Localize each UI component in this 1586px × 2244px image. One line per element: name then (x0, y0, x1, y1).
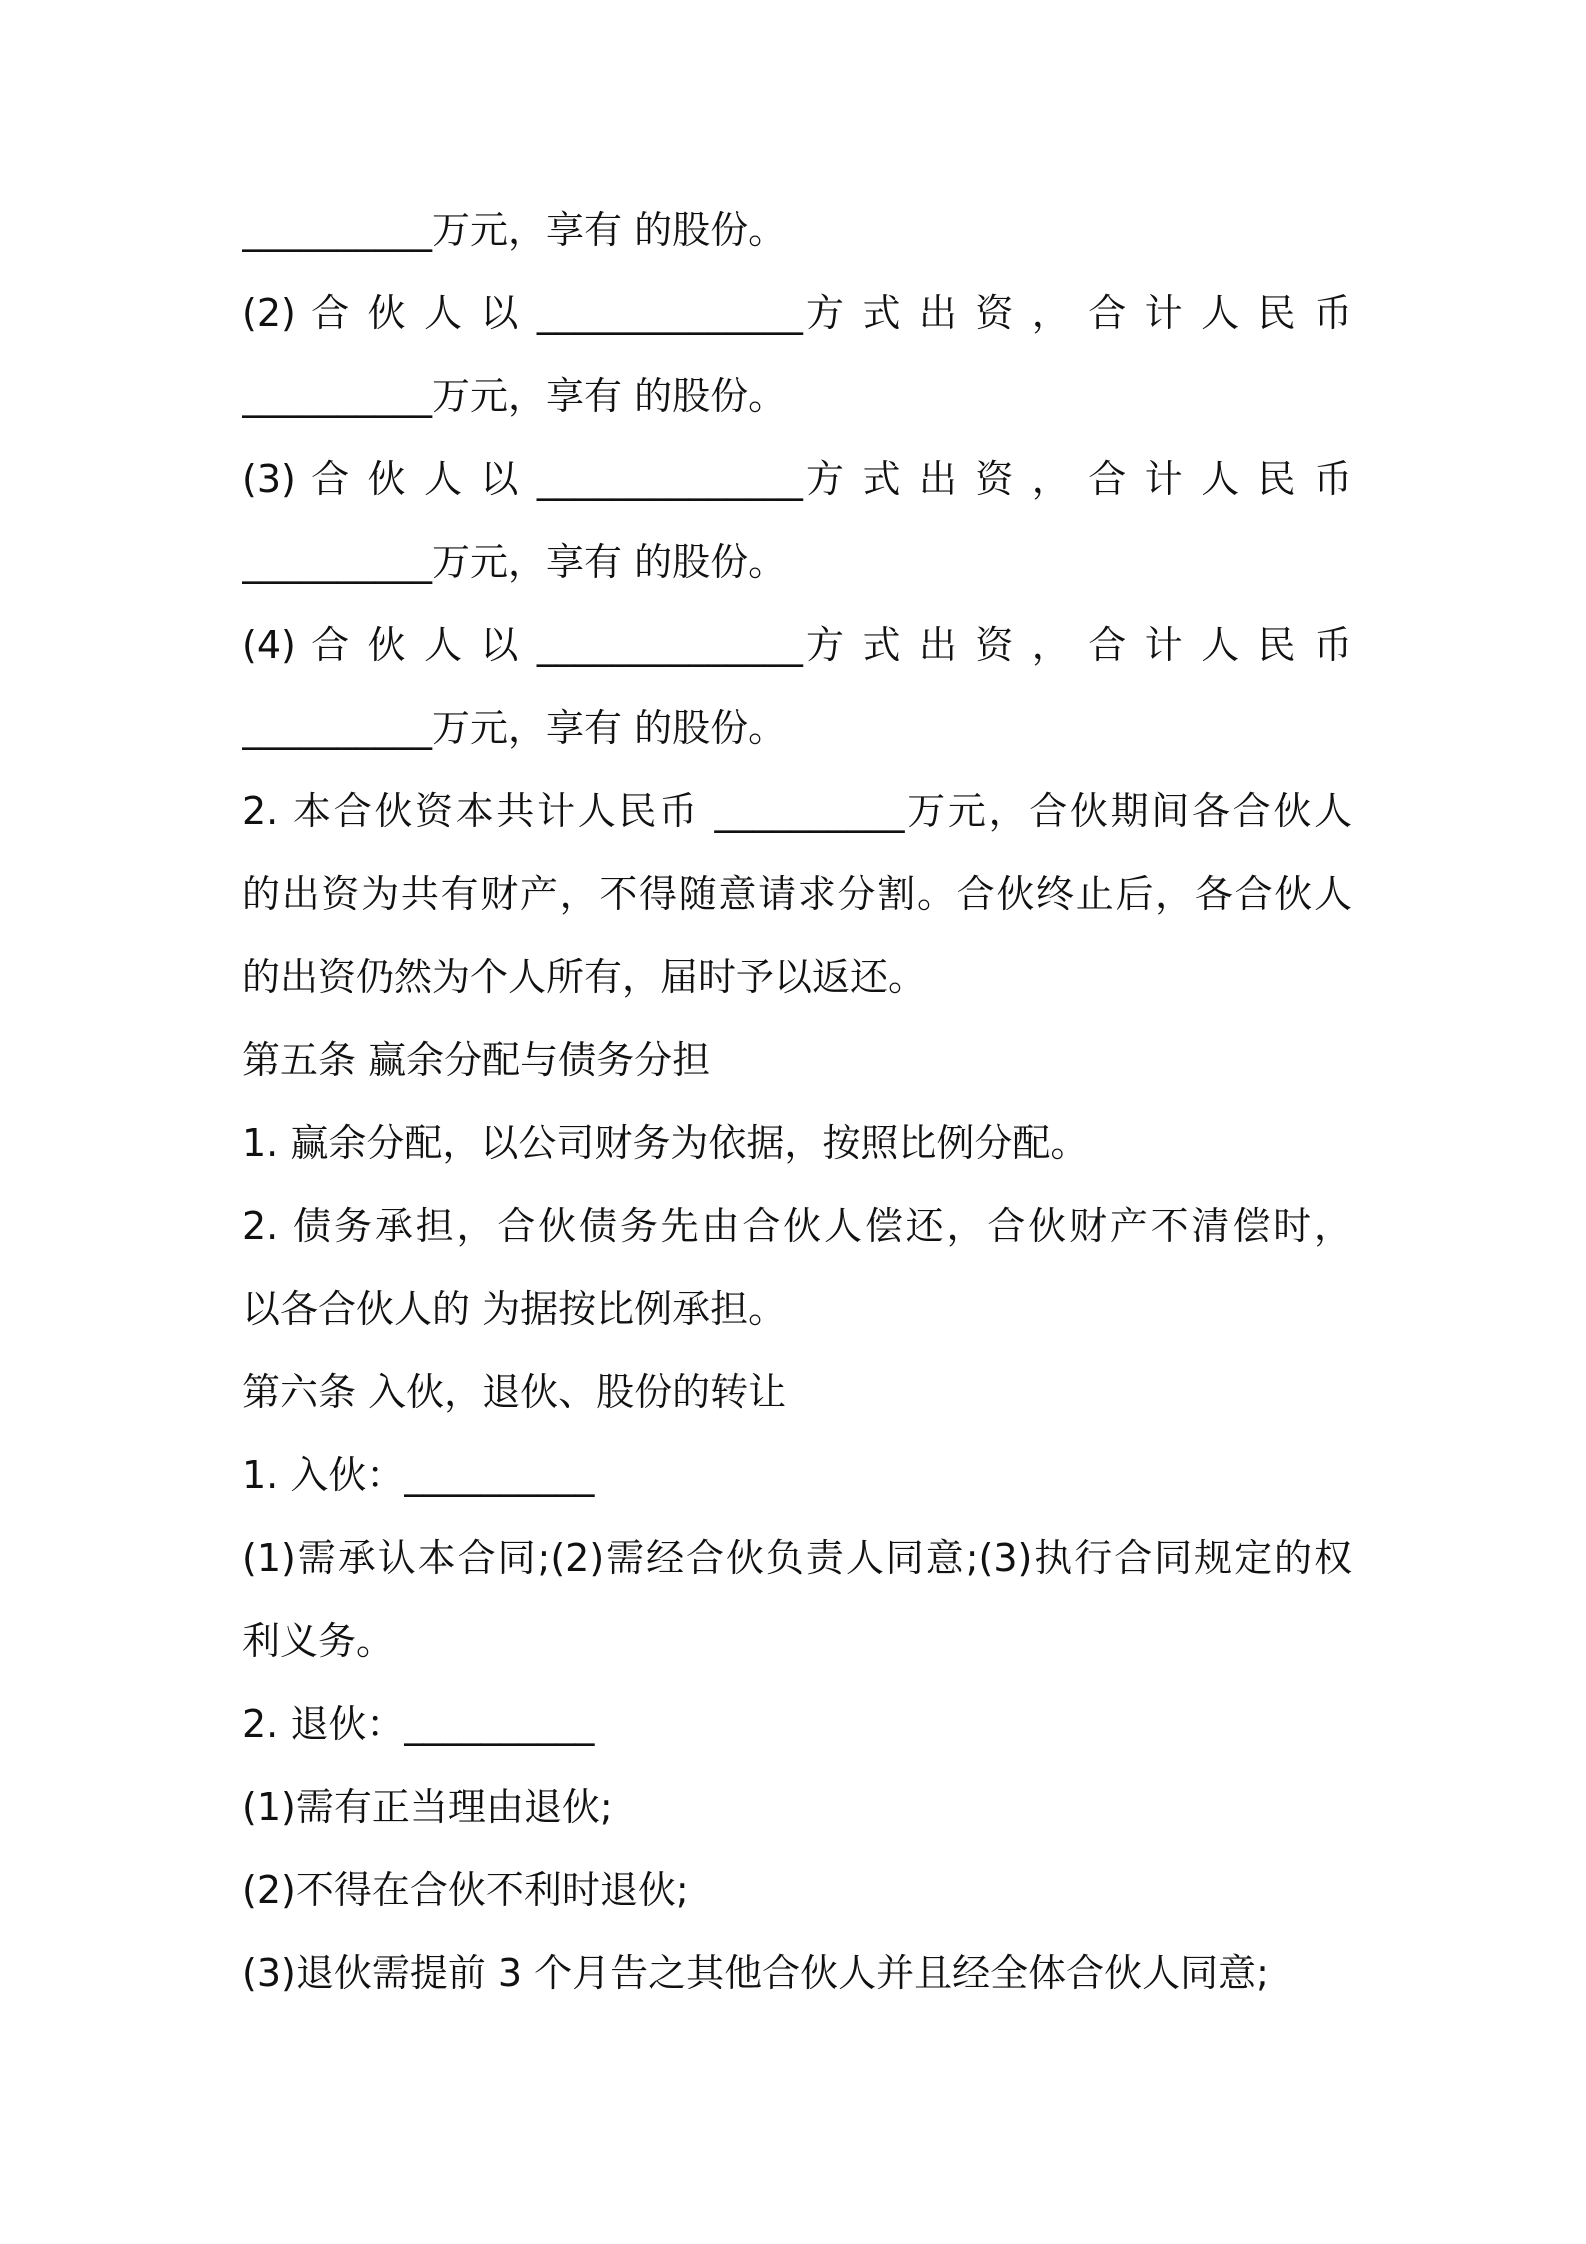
text-line: 以各合伙人的 为据按比例承担。 (242, 1287, 787, 1331)
text-line: (1)需承认本合同;(2)需经合伙负责人同意;(3)执行合同规定的权 (242, 1536, 1352, 1580)
text-line: (2)不得在合伙不利时退伙; (242, 1868, 689, 1912)
section-heading: 第六条 入伙，退伙、股份的转让 (242, 1370, 787, 1414)
text-line: (1)需有正当理由退伙; (242, 1785, 613, 1829)
text-line: 的出资仍然为个人所有，届时予以返还。 (242, 955, 927, 999)
text-line: 1. 入伙：__________ (242, 1453, 595, 1497)
text-line: 2. 本合伙资本共计人民币 __________万元，合伙期间各合伙人 (242, 789, 1352, 833)
text-line: (3)退伙需提前 3 个月告之其他合伙人并且经全体合伙人同意; (242, 1951, 1269, 1995)
text-line: 1. 赢余分配，以公司财务为依据，按照比例分配。 (242, 1121, 1089, 1165)
text-line: (2) 合 伙 人 以 ______________方 式 出 资 ， 合 计 人 民 币 (242, 291, 1352, 335)
text-line: 2. 退伙：__________ (242, 1702, 595, 1746)
text-line: 利义务。 (242, 1619, 395, 1663)
text-line: __________万元，享有 的股份。 (242, 208, 787, 252)
text-line: __________万元，享有 的股份。 (242, 374, 787, 418)
document-page (242, 0, 1352, 2244)
text-line: 2. 债务承担，合伙债务先由合伙人偿还，合伙财产不清偿时， (242, 1204, 1352, 1248)
text-line: (4) 合 伙 人 以 ______________方 式 出 资 ， 合 计 人 民 币 (242, 623, 1352, 667)
text-line: __________万元，享有 的股份。 (242, 540, 787, 584)
text-line: (3) 合 伙 人 以 ______________方 式 出 资 ， 合 计 人 民 币 (242, 457, 1352, 501)
section-heading: 第五条 赢余分配与债务分担 (242, 1038, 711, 1082)
text-line: 的出资为共有财产，不得随意请求分割。合伙终止后，各合伙人 (242, 872, 1352, 916)
text-line: __________万元，享有 的股份。 (242, 706, 787, 750)
